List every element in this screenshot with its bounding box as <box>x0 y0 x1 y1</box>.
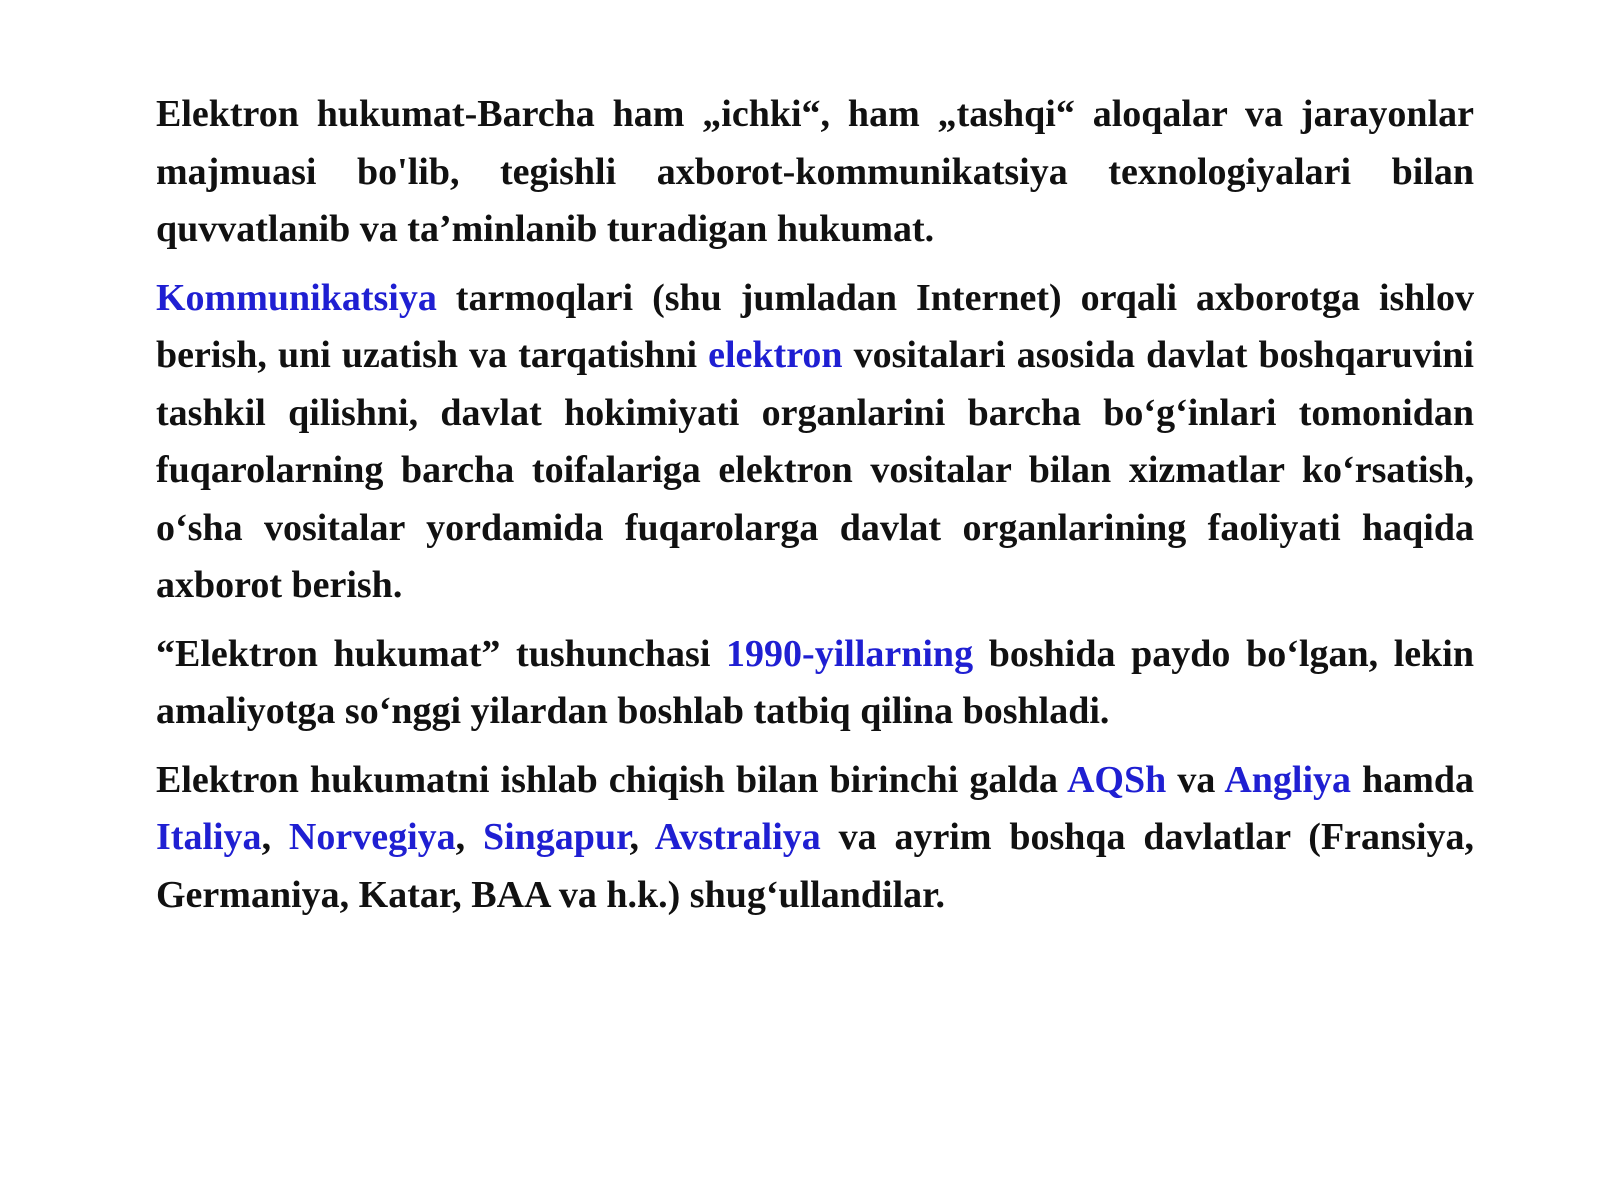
paragraph-history <box>156 626 1474 741</box>
text-segment: Elektron hukumatni ishlab chiqish bilan birinchi galda <box>156 758 1067 801</box>
text-segment: , <box>455 816 483 858</box>
highlighted-term-angliya[interactable]: Angliya <box>1224 758 1352 801</box>
highlighted-term-avstraliya[interactable]: Avstraliya <box>654 816 821 858</box>
text-segment: “Elektron hukumat” tushunchasi <box>156 632 727 675</box>
text-segment: , <box>261 816 289 858</box>
text-segment: va ayrim boshqa davlatlar (Fransiya, Germaniya, Katar, BAA va h.k.) shug‘ullandilar. <box>156 816 1475 916</box>
highlighted-term-1990-yillarning[interactable]: 1990-yillarning <box>726 632 974 675</box>
text-segment: tarmoqlari (shu jumladan Internet) orqali axborotga ishlov berish, uni uzatish va tarqatishni <box>156 276 1474 376</box>
text-segment: hamda <box>1351 758 1475 801</box>
paragraph-communication <box>156 270 1474 615</box>
text-segment: va <box>1166 758 1225 801</box>
text-segment: , <box>629 816 655 858</box>
highlighted-term-singapur[interactable]: Singapur <box>482 816 630 858</box>
text-segment: boshida paydo bo‘lgan, lekin amaliyotga so‘nggi yilardan boshlab tatbiq qilina boshladi. <box>156 632 1474 732</box>
highlighted-term-aqsh[interactable]: AQSh <box>1066 758 1167 801</box>
highlighted-term-elektron[interactable]: elektron <box>708 334 843 376</box>
highlighted-term-italiya[interactable]: Italiya <box>156 816 262 858</box>
text-segment: vositalari asosida davlat boshqaruvini tashkil qilishni, davlat hokimiyati organlarini barcha bo‘g‘inlari tomonidan fuqarolarning barcha toifalariga elektron vositalar bilan xizmatlar ko‘rsatish, o‘sha vositalar yordamida fuqarolarga davlat organlarining faoliyati haqida axborot berish. <box>156 334 1474 606</box>
text-segment: Elektron hukumat-Barcha ham „ichki“, ham „tashqi“ aloqalar va jarayonlar majmuasi bo'lib, tegishli axborot-kommunikatsiya texnologiyalari bilan quvvatlanib va ta’minlanib turadigan hukumat. <box>156 93 1474 250</box>
highlighted-term-kommunikatsiya[interactable]: Kommunikatsiya <box>156 276 437 319</box>
slide-content <box>156 86 1474 924</box>
highlighted-term-norvegiya[interactable]: Norvegiya <box>288 816 456 858</box>
paragraph-countries <box>156 752 1474 925</box>
paragraph-definition <box>156 86 1474 259</box>
